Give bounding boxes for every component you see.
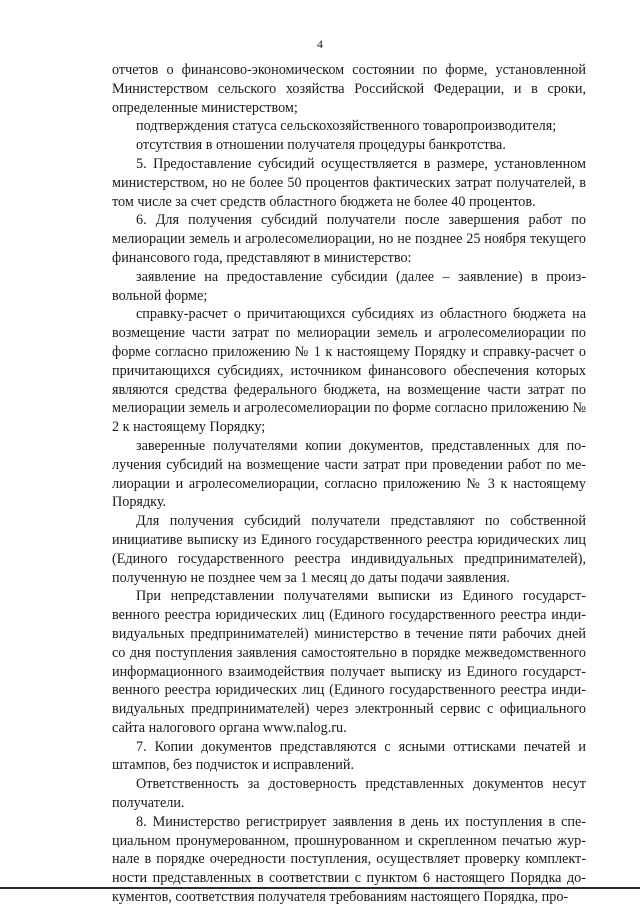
- paragraph-item-5: 5. Предоставление субсидий осуществляется в размере, установленном министерством, но не более 50 процентов фактических затрат получателей, в том числе за счет средств областного бюджета не более 40 процентов.: [112, 155, 586, 210]
- paragraph-responsibility: Ответственность за достоверность представленных документов несут получатели.: [112, 776, 586, 812]
- paragraph-item-6: 6. Для получения субсидий получатели после завершения работ по мелиорации земель и агролесомелиорации, но не позднее 25 ноября текущего финансового года, представляют в министерство:: [112, 212, 586, 266]
- paragraph-item-8: 8. Министерство регистрирует заявления в день их поступления в специальном пронумерованном, прошнурованном и скрепленном печатью журнале в порядке очередности поступления, осуществляет проверку комплектности представленных в соответствии с пунктом 6 настоящего Порядка документов, соответствия получателя требованиям настоящего Порядка, про-: [112, 813, 586, 906]
- paragraph-item-7: 7. Копии документов представляются с ясными оттисками печатей и штампов, без подчисток и исправлений.: [112, 738, 586, 774]
- paragraph-application: заявление на предоставление субсидии (далее – заявление) в произвольной форме;: [112, 268, 586, 304]
- paragraph-interagency-request: При непредставлении получателями выписки из Единого государственного реестра юридических лиц (Единого государственного реестра индивидуальных предпринимателей) министерство в течение пяти рабочих дней со дня поступления заявления самостоятельно в порядке межведомственного информационного взаимодействия получает выписку из Единого государственного реестра юридических лиц (Единого государственного реестра индивидуальных предпринимателей) через электронный сервис с официального сайта налогового органа www.nalog.ru.: [112, 588, 586, 736]
- paragraph-producer-status: подтверждения статуса сельскохозяйственного товаропроизводителя;: [136, 118, 557, 135]
- paragraph-registry-extract: Для получения субсидий получатели представляют по собственной инициативе выписку из Единого государственного реестра юридических лиц (Единого государственного реестра индивидуальных предпринимателей), полученную не позднее чем за 1 месяц до даты подачи заявления.: [112, 513, 586, 586]
- paragraph-no-bankruptcy: отсутствия в отношении получателя процедуры банкротства.: [136, 137, 506, 154]
- bottom-divider: [0, 887, 640, 889]
- paragraph-calculation-certificate: справку-расчет о причитающихся субсидиях из областного бюджета на возмещение части затрат по мелиорации земель и агролесомелиорации по форме согласно приложению № 1 к настоящему Порядку и справку-расчет о причитающихся субсидиях, источником финансового обеспечения которых являются средства федерального бюджета, на возмещение части затрат по мелиорации земель и агролесомелиорации по форме согласно приложению № 2 к настоящему Порядку;: [112, 306, 586, 436]
- page-number: 4: [317, 37, 323, 51]
- body-text: [112, 61, 586, 907]
- paragraph-reports: отчетов о финансово-экономическом состоянии по форме, установленной Министерством сельского хозяйства Российской Федерации, и в сроки, определенные министерством;: [112, 62, 586, 116]
- paragraph-certified-copies: заверенные получателями копии документов, представленных для получения субсидий на возмещение части затрат при проведении работ по мелиорации и агролесомелиорации, согласно приложению № 3 к настоящему Порядку.: [112, 437, 586, 511]
